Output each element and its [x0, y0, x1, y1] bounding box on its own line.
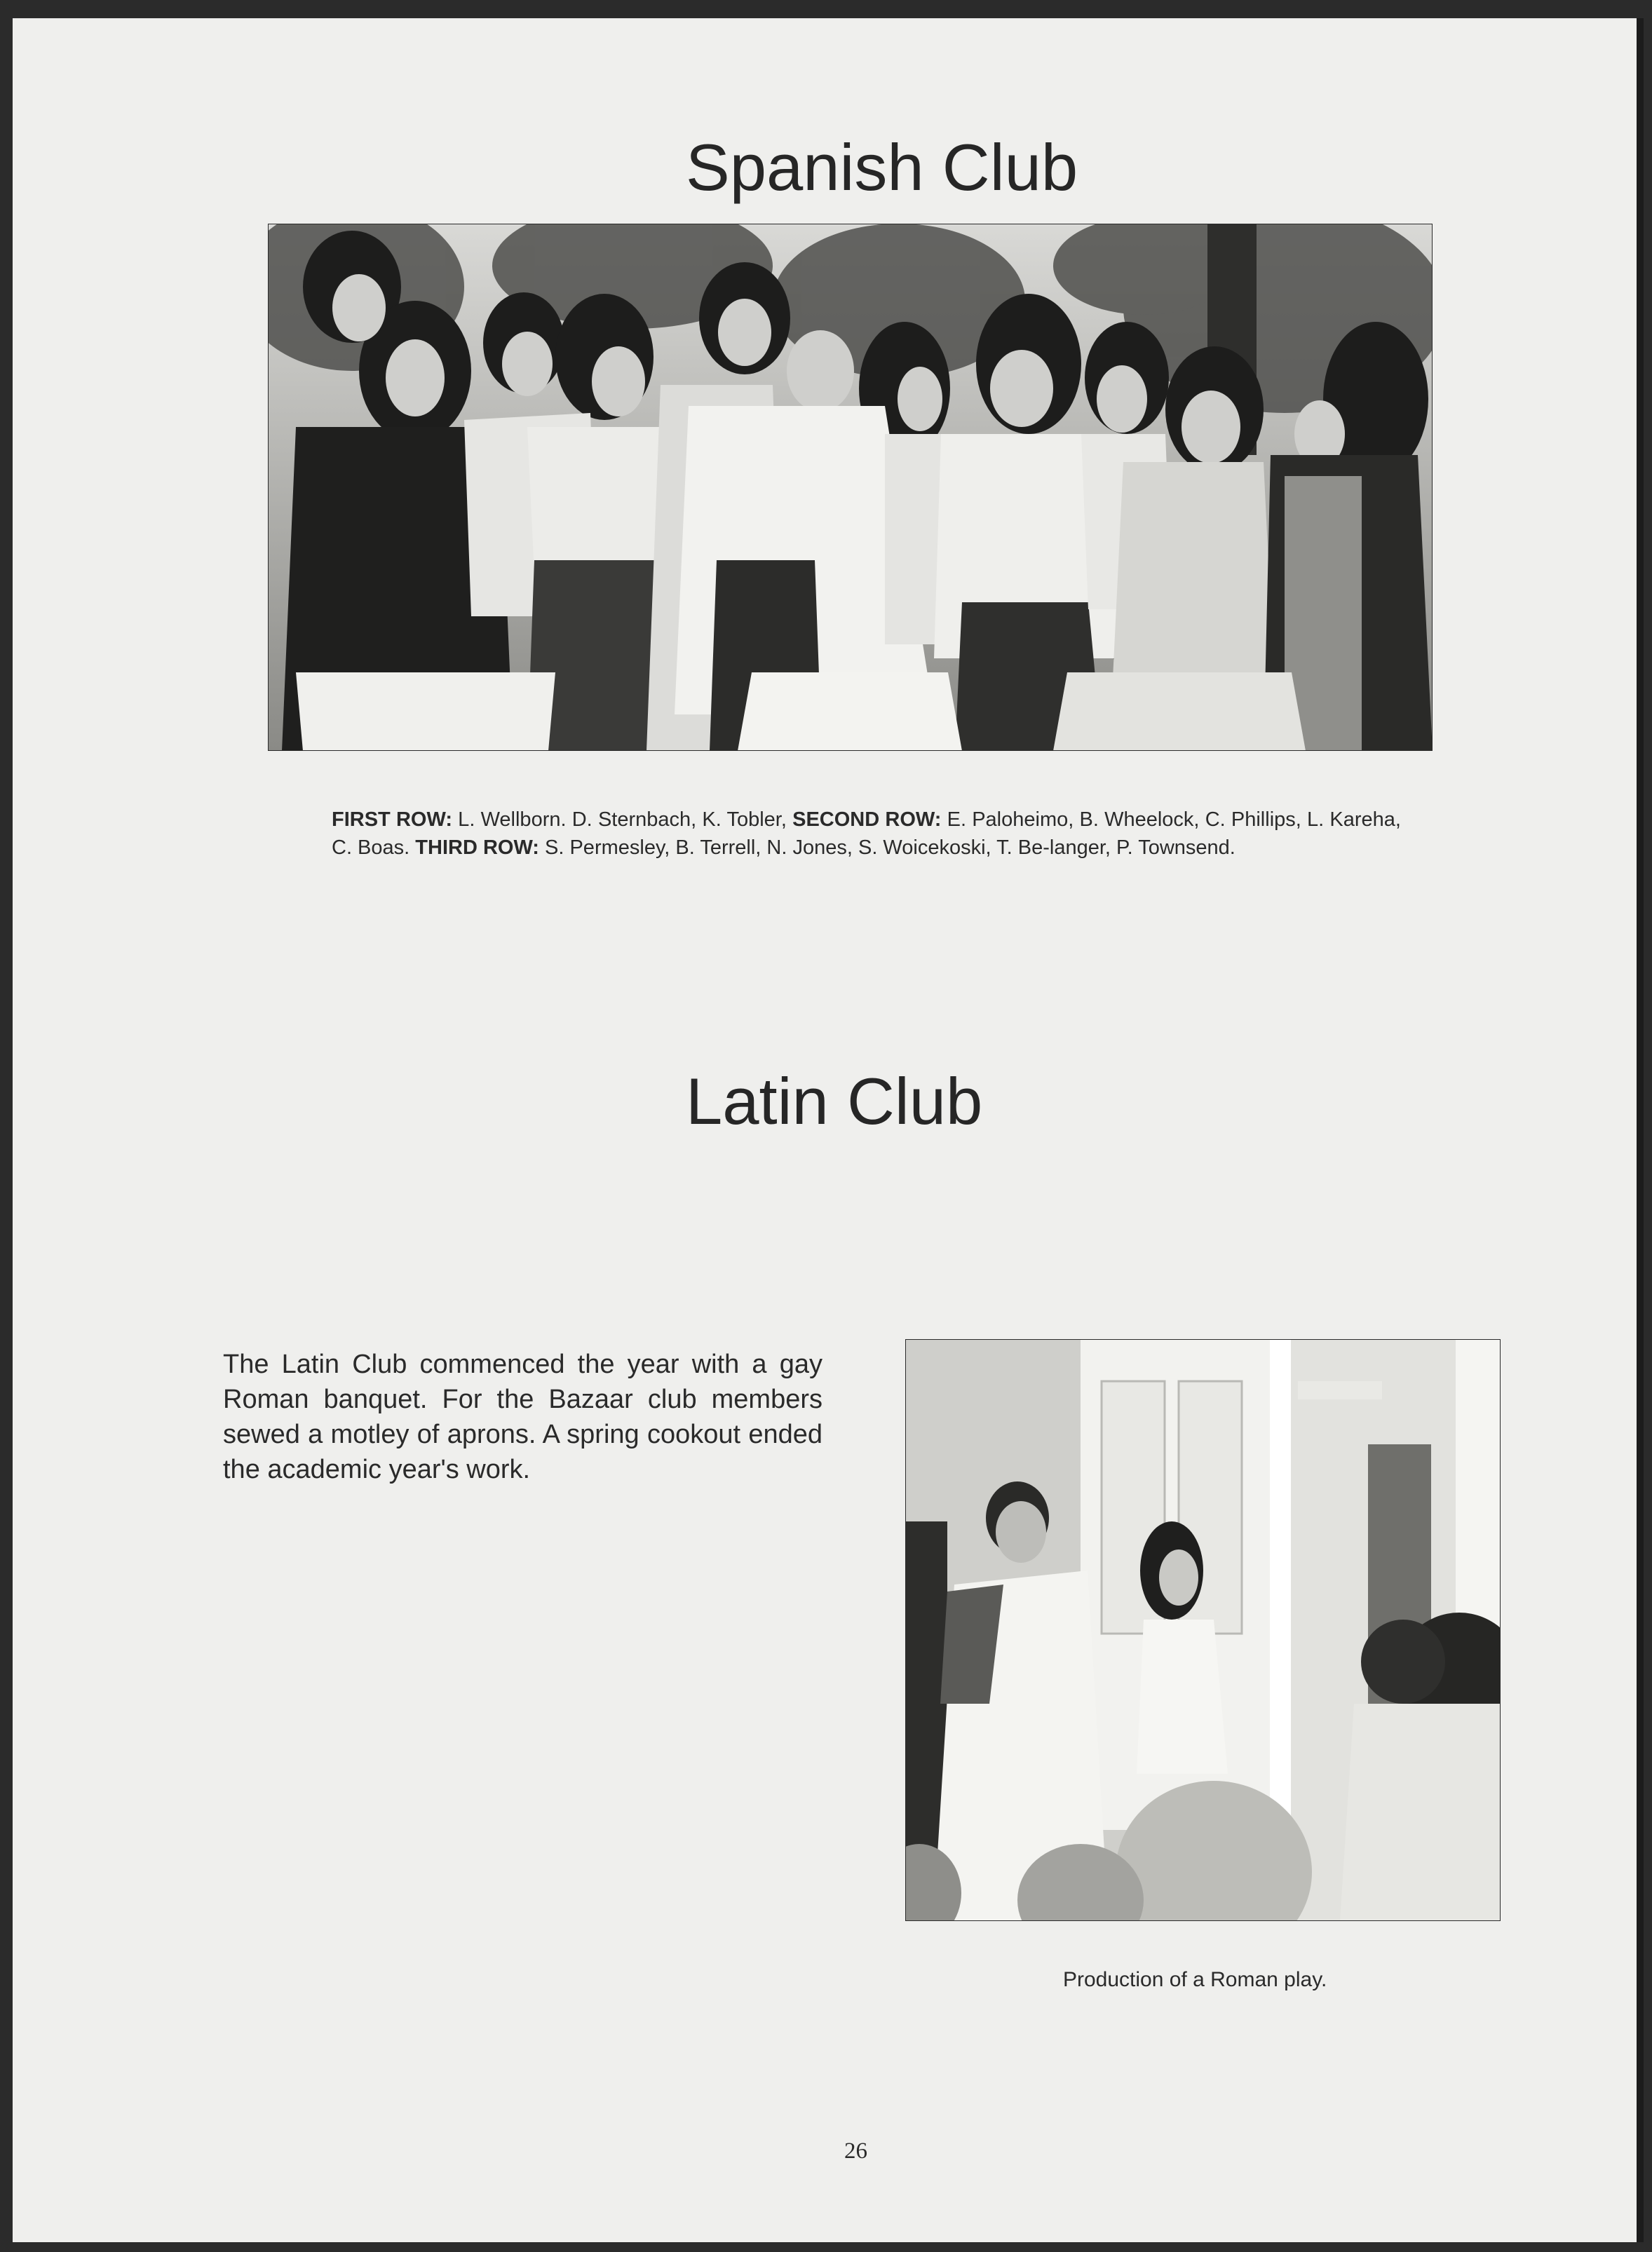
roman-play-photo: [905, 1339, 1501, 1921]
scan-border: [0, 2242, 1652, 2252]
first-row-label: FIRST ROW:: [332, 808, 452, 831]
latin-club-title: Latin Club: [686, 1064, 983, 1138]
spanish-club-title: Spanish Club: [686, 130, 1078, 204]
second-row-names: E. Paloheimo, B. Wheelock, C. Phillips, L. Kareha, C. Boas.: [332, 808, 1401, 859]
page-number: 26: [844, 2138, 867, 2164]
spanish-club-caption: [332, 806, 1401, 862]
first-row-names: L. Wellborn. D. Sternbach, K. Tobler,: [452, 808, 793, 831]
third-row-label: THIRD ROW:: [415, 836, 539, 859]
spanish-club-group-photo: [268, 224, 1433, 751]
latin-club-description: The Latin Club commenced the year with a gay Roman banquet. For the Bazaar club members sewed a motley of aprons. A spring cookout ended the academic year's work.: [223, 1350, 822, 1484]
roman-play-caption: Production of a Roman play.: [1063, 1968, 1327, 1991]
page-edge-shadow: [1637, 18, 1644, 2242]
yearbook-page: [13, 18, 1644, 2242]
second-row-label: SECOND ROW:: [792, 808, 942, 831]
third-row-names: S. Permesley, B. Terrell, N. Jones, S. Woicekoski, T. Be-langer, P. Townsend.: [539, 836, 1235, 859]
